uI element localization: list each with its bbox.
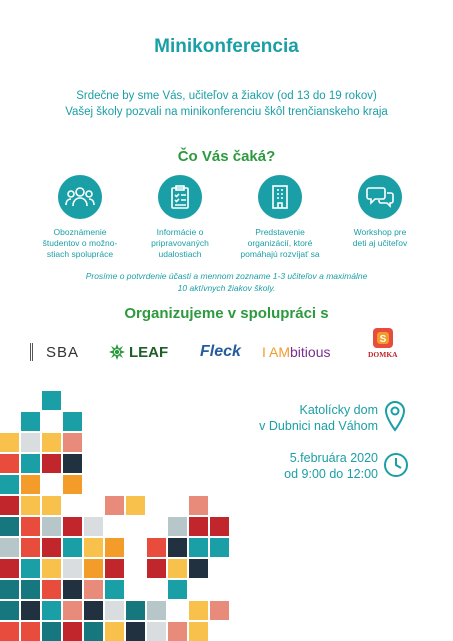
feature-label: Oboznámenie	[53, 227, 107, 237]
mosaic-tile	[42, 580, 61, 599]
venue-line-2: v Dubnici nad Váhom	[259, 419, 378, 433]
mosaic-tile	[0, 454, 19, 473]
mosaic-tile	[126, 622, 145, 641]
mosaic-tile	[210, 517, 229, 536]
sba-mark-icon	[30, 343, 43, 361]
feature-label: Predstavenie	[255, 227, 305, 237]
mosaic-tile	[21, 538, 40, 557]
chat-icon	[358, 175, 402, 219]
mosaic-tile	[21, 622, 40, 641]
feature-item	[230, 175, 330, 260]
schedule-info	[284, 450, 378, 482]
mosaic-tile	[105, 559, 124, 578]
mosaic-tile	[63, 433, 82, 452]
mosaic-tile	[63, 517, 82, 536]
mosaic-tile	[84, 559, 103, 578]
feature-item	[130, 175, 230, 260]
note-line-1: Prosíme o potvrdenie účasti a mennom zozname 1-3 učiteľov a maximálne	[85, 271, 368, 281]
fleck-logo	[200, 340, 241, 364]
ambitious-logo-text-a: I AM	[262, 344, 291, 360]
mosaic-tile	[147, 622, 166, 641]
feature-label: študentov o možno-	[42, 238, 118, 248]
mosaic-tile	[63, 475, 82, 494]
mosaic-tile	[84, 538, 103, 557]
mosaic-tile	[147, 601, 166, 620]
mosaic-tile	[147, 559, 166, 578]
mosaic-tile	[189, 538, 208, 557]
mosaic-tile	[189, 496, 208, 515]
mosaic-tile	[189, 622, 208, 641]
mosaic-tile	[21, 559, 40, 578]
mosaic-tile	[189, 601, 208, 620]
domka-logo-text: DOMKA	[368, 350, 398, 359]
leaf-logo	[108, 340, 168, 364]
people-icon	[58, 175, 102, 219]
mosaic-tile	[189, 517, 208, 536]
mosaic-tile	[126, 496, 145, 515]
decorative-mosaic	[0, 370, 230, 640]
clipboard-icon	[158, 175, 202, 219]
mosaic-tile	[168, 538, 187, 557]
mosaic-tile	[21, 433, 40, 452]
mosaic-tile	[0, 496, 19, 515]
feature-label: deti aj učiteľov	[352, 238, 408, 248]
mosaic-tile	[42, 433, 61, 452]
mosaic-tile	[63, 622, 82, 641]
mosaic-tile	[21, 454, 40, 473]
mosaic-tile	[42, 391, 61, 410]
fleck-logo-text: Fleck	[200, 343, 241, 360]
mosaic-tile	[21, 496, 40, 515]
section-heading: Čo Vás čaká?	[177, 148, 276, 165]
schedule-time: od 9:00 do 12:00	[284, 467, 378, 481]
feature-label: pripravovaných	[151, 238, 209, 248]
mosaic-tile	[42, 559, 61, 578]
domka-mark-icon	[371, 326, 395, 350]
intro-text	[0, 88, 453, 120]
mosaic-tile	[0, 559, 19, 578]
intro-line-2: Vašej školy pozvali na minikonferenciu škôl trenčianskeho kraja	[65, 106, 388, 118]
mosaic-tile	[0, 601, 19, 620]
mosaic-tile	[147, 538, 166, 557]
building-icon	[258, 175, 302, 219]
mosaic-tile	[63, 580, 82, 599]
mosaic-tile	[0, 580, 19, 599]
mosaic-tile	[105, 538, 124, 557]
mosaic-tile	[126, 601, 145, 620]
mosaic-tile	[21, 580, 40, 599]
feature-list	[30, 175, 430, 265]
mosaic-tile	[0, 517, 19, 536]
mosaic-tile	[42, 622, 61, 641]
mosaic-tile	[84, 622, 103, 641]
mosaic-tile	[21, 517, 40, 536]
mosaic-tile	[42, 496, 61, 515]
mosaic-tile	[63, 601, 82, 620]
ambitious-logo	[262, 340, 330, 364]
location-pin-icon	[383, 400, 407, 432]
feature-label: Informácie o	[156, 227, 204, 237]
clock-icon	[383, 452, 409, 478]
mosaic-tile	[42, 538, 61, 557]
feature-item	[330, 175, 430, 249]
venue-info	[259, 402, 378, 434]
feature-item	[30, 175, 130, 260]
feature-label: organizácií, ktoré	[247, 238, 313, 248]
confirmation-note	[0, 270, 453, 294]
leaf-logo-text: LEAF	[129, 343, 169, 361]
sba-logo	[30, 340, 79, 364]
mosaic-tile	[210, 601, 229, 620]
mosaic-tile	[63, 454, 82, 473]
venue-line-1: Katolícky dom	[299, 403, 378, 417]
page-title: Minikonferencia	[154, 36, 299, 57]
mosaic-tile	[0, 475, 19, 494]
feature-label: stiach spolupráce	[46, 249, 114, 259]
mosaic-tile	[0, 538, 19, 557]
mosaic-tile	[42, 517, 61, 536]
mosaic-tile	[63, 538, 82, 557]
mosaic-tile	[168, 622, 187, 641]
mosaic-tile	[105, 601, 124, 620]
svg-text:S: S	[379, 334, 387, 345]
ambitious-logo-text-b: bitious	[290, 344, 331, 360]
intro-line-1: Srdečne by sme Vás, učiteľov a žiakov (od 13 do 19 rokov)	[76, 90, 377, 102]
mosaic-tile	[42, 454, 61, 473]
mosaic-tile	[189, 559, 208, 578]
mosaic-tile	[42, 601, 61, 620]
sba-logo-text: SBA	[46, 343, 80, 361]
mosaic-tile	[105, 622, 124, 641]
mosaic-tile	[105, 580, 124, 599]
mosaic-tile	[21, 601, 40, 620]
mosaic-tile	[210, 538, 229, 557]
leaf-mark-icon	[108, 343, 126, 361]
mosaic-tile	[21, 412, 40, 431]
mosaic-tile	[63, 559, 82, 578]
schedule-date: 5.februára 2020	[289, 451, 378, 465]
mosaic-tile	[84, 601, 103, 620]
mosaic-tile	[105, 496, 124, 515]
mosaic-tile	[0, 622, 19, 641]
mosaic-tile	[168, 580, 187, 599]
feature-label: pomáhajú rozvíjať sa	[240, 249, 320, 259]
mosaic-tile	[84, 517, 103, 536]
partners-heading: Organizujeme v spolupráci s	[124, 305, 329, 322]
feature-label: Workshop pre	[353, 227, 407, 237]
mosaic-tile	[84, 580, 103, 599]
mosaic-tile	[168, 517, 187, 536]
note-line-2: 10 aktívnych žiakov školy.	[177, 283, 276, 293]
mosaic-tile	[21, 475, 40, 494]
domka-logo	[368, 326, 398, 366]
feature-label: udalostiach	[158, 249, 202, 259]
mosaic-tile	[168, 559, 187, 578]
mosaic-tile	[63, 412, 82, 431]
mosaic-tile	[0, 433, 19, 452]
